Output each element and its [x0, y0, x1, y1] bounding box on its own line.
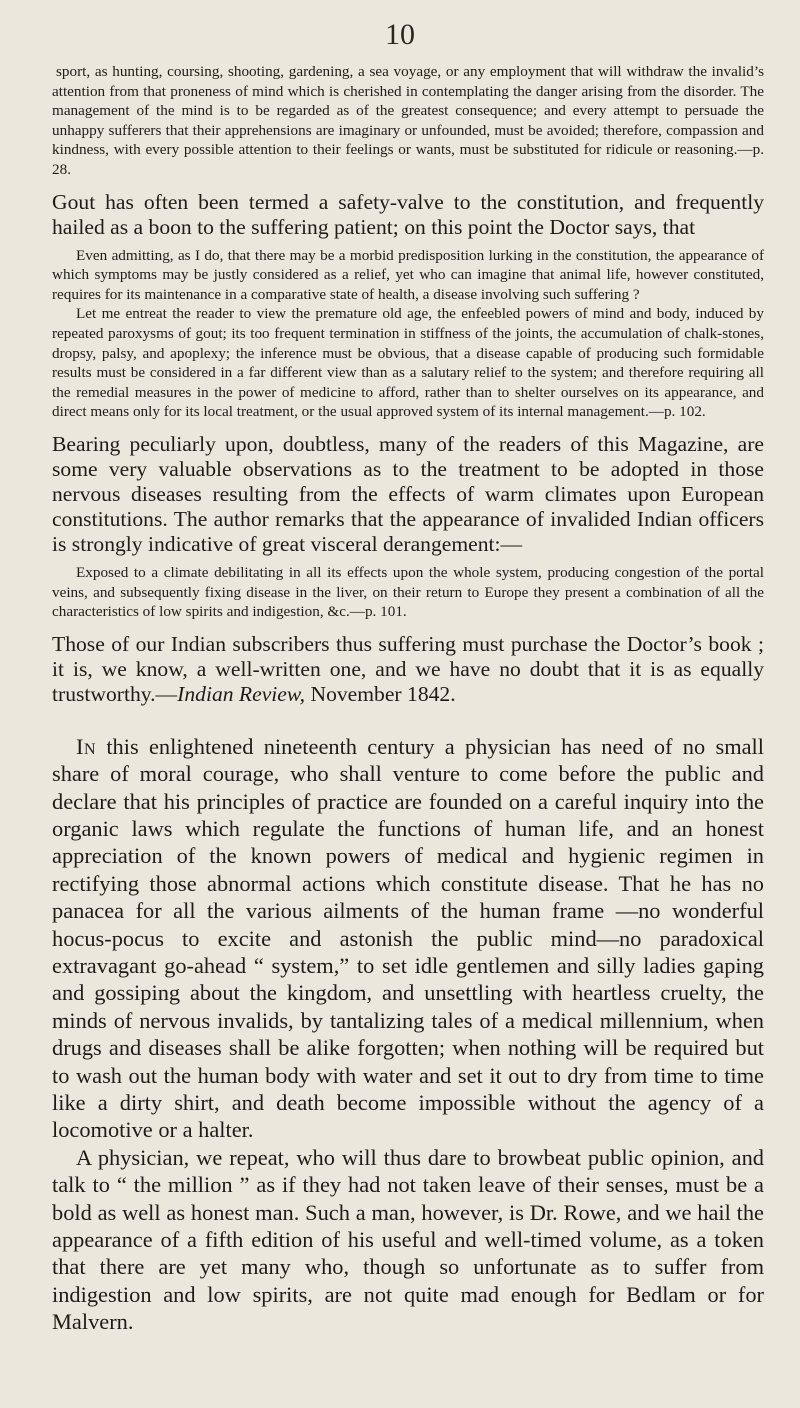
body-paragraph-2: A physician, we repeat, who will thus dare to browbeat public opinion, and talk to “ the million ” as if they had not taken leave of their senses, must be a bold as well as honest man. Such a man, however, is Dr. Rowe, and we hail the appearance of a fifth edition of his useful and well-timed volume, as a token that there are yet many who, though so unfortunate as to suffer from indigestion and low spirits, are not quite mad enough for Bedlam or for Malvern. — [52, 1144, 764, 1335]
page-content — [52, 62, 764, 1336]
quote-paragraph-3: Let me entreat the reader to view the premature old age, the enfeebled powers of mind and body, induced by repeated paroxysms of gout; its too frequent termination in stiffness of the joints, the accumulation of chalk-stones, dropsy, palsy, and apoplexy; the inference must be obvious, that a disease capable of producing such formidable results must be considered in a far different view than as a salutary relief to the system; and therefore requiring all the remedial measures in the power of medicine to afford, rather than to shelter ourselves on its appearance, and direct means only for its local treatment, or the usual approved system of its internal management.—p. 102. — [52, 305, 764, 421]
commentary-paragraph-climates: Bearing peculiarly upon, doubtless, many of the readers of this Magazine, are some very valuable observations as to the treatment to be adopted in those nervous diseases resulting from the effects of warm climates upon European constitutions. The author remarks that the appearance of invalided Indian officers is strongly indicative of great visceral derangement:— — [52, 431, 764, 556]
body-paragraph-1-text: this enlightened nineteenth century a physician has need of no small share of moral courage, who shall venture to come before the public and declare that his principles of practice are founded on a careful inquiry into the organic laws which regulate the functions of human life, and an honest appreciation of the known powers of medical and hygienic regimen in rectifying those abnormal actions which constitute disease. That he has no panacea for all the various ailments of the human frame —no wonderful hocus-pocus to excite and astonish the public mind—no paradoxical extravagant go-ahead “ system,” to set idle gentlemen and silly ladies gaping and gossiping about the kingdom, and unsettling with heartless cruelty, the minds of nervous invalids, by tantalizing tales of a medical millennium, when drugs and diseases shall be alike forgotten; when nothing will be required but to wash out the human body with water and set it out to dry from time to time like a dirty shirt, and death become impossible without the agency of a locomotive or a halter. — [52, 733, 764, 1143]
commentary-paragraph-subscribers — [52, 632, 764, 707]
source-title: Indian Review, — [177, 681, 306, 706]
quote-paragraph-2: Even admitting, as I do, that there may be a morbid predisposition lurking in the constitution, the appearance of which symptoms may be justly considered as a relief, yet who can imagine that animal life, however constituted, requires for its maintenance in a comparative state of health, a disease involving such suffering ? — [52, 246, 764, 303]
source-date: November 1842. — [305, 681, 456, 706]
body-paragraph-1 — [52, 733, 764, 1144]
page-number: 10 — [385, 18, 415, 51]
commentary-paragraph-gout: Gout has often been termed a safety-valve to the constitution, and frequently hailed as a boon to the suffering patient; on this point the Doctor says, that — [52, 189, 764, 239]
quote-paragraph-1: sport, as hunting, coursing, shooting, gardening, a sea voyage, or any employment that will withdraw the invalid’s attention from that proneness of mind which is cherished in contemplating the danger arising from the disorder. The management of the mind is to be regarded as of the greatest consequence; and every attempt to persuade the unhappy sufferers that their apprehensions are imaginary or unfounded, must be avoided; therefore, compassion and kindness, with every possible attention to their feelings or wants, must be substituted for ridicule or reasoning.—p. 28. — [52, 63, 764, 178]
small-caps-opening: In — [76, 733, 97, 759]
subscribers-text: Those of our Indian subscribers thus suffering must purchase the Doctor’s book ; it is, we know, a well-written one, and we have no doubt that it is as equally trustworthy.— — [52, 631, 764, 706]
quote-paragraph-4: Exposed to a climate debilitating in all its effects upon the whole system, producing congestion of the portal veins, and subsequently fixing disease in the liver, on their return to Europe they present a combination of all the characteristics of low spirits and indigestion, &c.—p. 101. — [52, 563, 764, 621]
